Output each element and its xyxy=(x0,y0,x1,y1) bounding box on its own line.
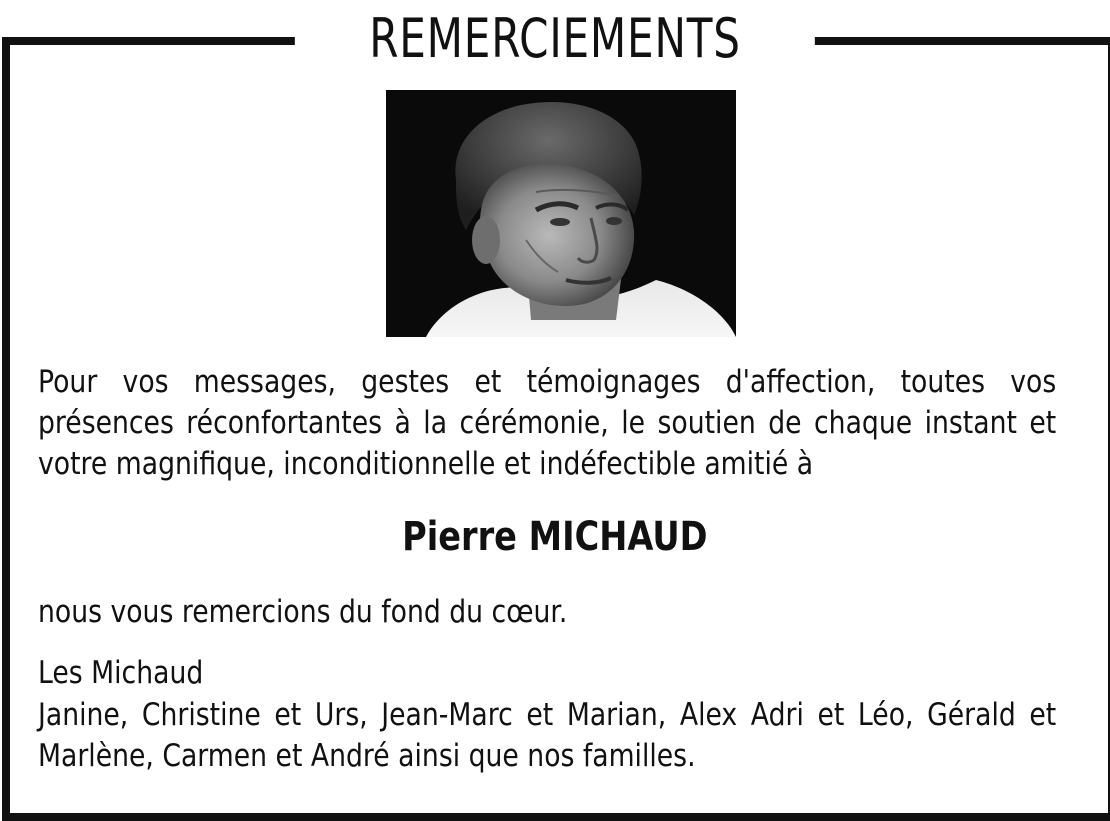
signature-lead-text: Les Michaud xyxy=(38,655,204,691)
signature-names-text: Janine, Christine et Urs, Jean-Marc et Marian, Alex Adri et Léo, Gérald et Marlène, Carmen et André ainsi que nos familles. xyxy=(38,697,1057,774)
signature-lead xyxy=(38,653,1056,694)
deceased-name-text: Pierre MICHAUD xyxy=(402,514,708,560)
thanks-text: nous vous remercions du fond du cœur. xyxy=(38,594,568,630)
portrait-photo xyxy=(386,90,736,337)
thanks-line xyxy=(38,592,1056,633)
intro-text: Pour vos messages, gestes et témoignages d'affection, toutes vos présences réconfortantes à la cérémonie, le soutien de chaque instant et votre magnifique, inconditionnelle et indéfectible amitié à xyxy=(38,364,1057,482)
deceased-name xyxy=(0,510,1110,564)
signature-names xyxy=(38,695,1056,777)
portrait-illustration xyxy=(386,90,736,337)
intro-paragraph xyxy=(38,362,1056,485)
notice-title-text: REMERCIEMENTS xyxy=(369,7,741,70)
notice-title xyxy=(295,4,815,74)
